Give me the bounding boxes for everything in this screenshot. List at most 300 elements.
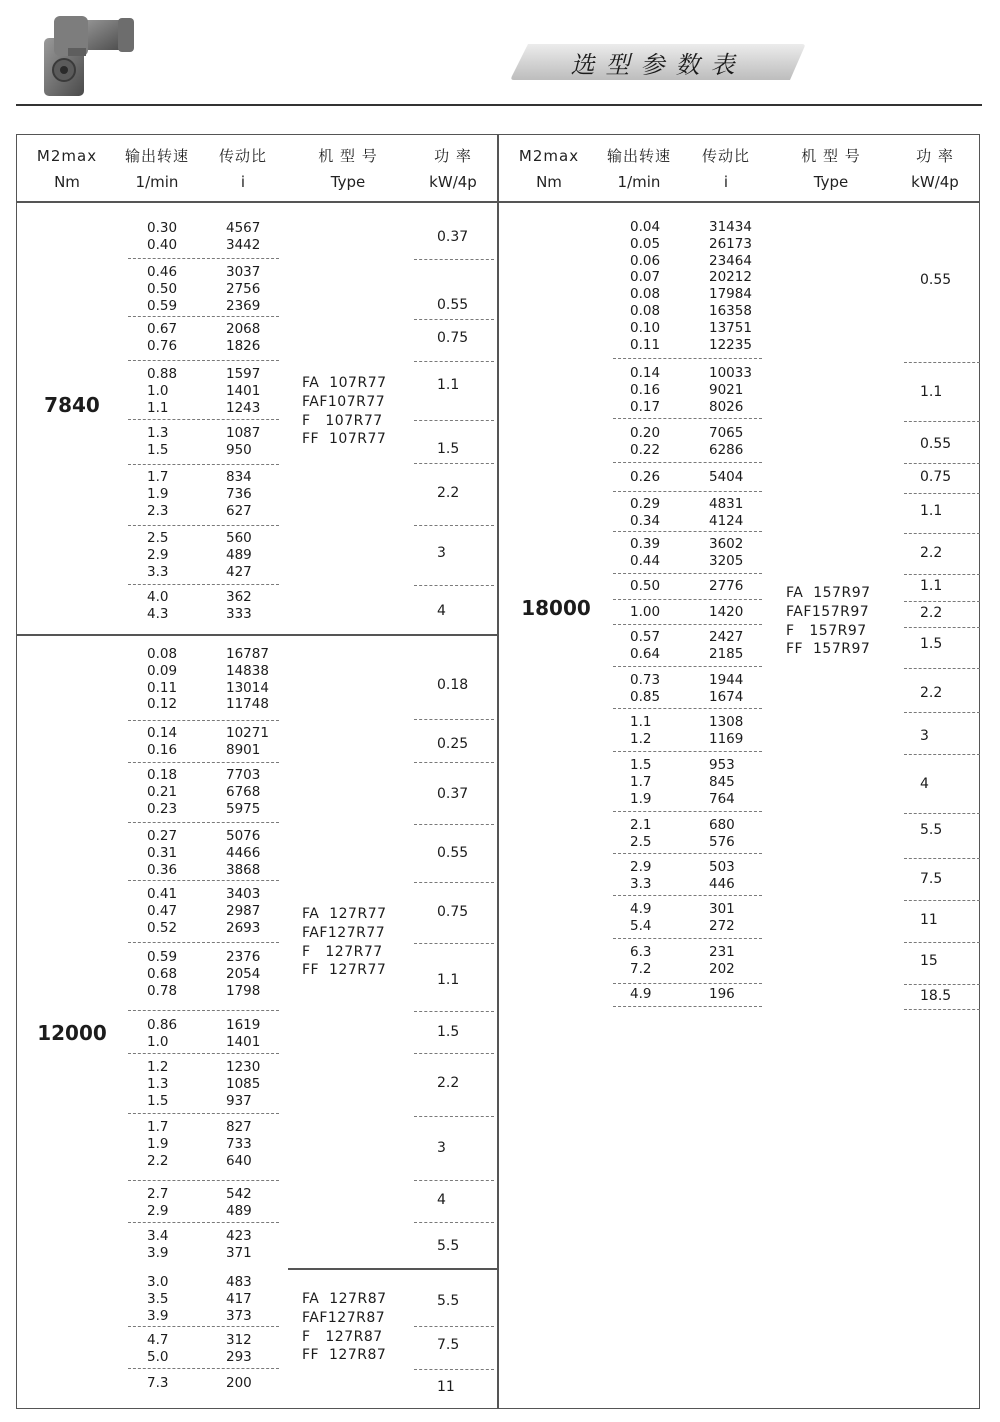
speed-value: 0.34 xyxy=(630,512,661,529)
power-separator xyxy=(414,1222,494,1223)
speed-value: 0.08 xyxy=(630,286,661,303)
speed-value: 0.09 xyxy=(147,662,178,679)
speed-value: 0.50 xyxy=(630,578,661,594)
ratio-value: 2756 xyxy=(226,280,261,297)
row-separator xyxy=(128,1326,279,1327)
row-separator xyxy=(128,880,279,881)
ratio-value: 489 xyxy=(226,1202,252,1219)
row-separator xyxy=(128,258,279,259)
ratio-value: 1674 xyxy=(709,688,744,705)
ratio-value: 196 xyxy=(709,986,735,1002)
row-separator xyxy=(613,895,762,896)
type-model: FA 157R97 xyxy=(786,585,871,601)
speed-value: 0.17 xyxy=(630,398,661,415)
power-separator xyxy=(904,574,980,575)
ratio-value: 736 xyxy=(226,485,252,502)
ratio-value: 827 xyxy=(226,1119,252,1135)
ratio-value: 1619 xyxy=(226,1017,261,1033)
row-separator xyxy=(128,584,279,585)
type-model: F 107R77 xyxy=(302,412,383,429)
speed-value: 0.59 xyxy=(147,297,178,314)
ratio-value: 4567 xyxy=(226,220,261,236)
speed-value: 0.50 xyxy=(147,280,178,297)
speed-value: 1.00 xyxy=(630,604,661,620)
row-separator xyxy=(128,1180,279,1181)
speed-value: 0.40 xyxy=(147,236,178,253)
power-separator xyxy=(904,627,980,628)
ratio-value: 1944 xyxy=(709,672,744,688)
ratio-value: 4124 xyxy=(709,512,744,529)
power-value: 0.55 xyxy=(437,845,469,861)
power-separator xyxy=(904,493,980,494)
header-divider xyxy=(16,201,980,203)
power-separator xyxy=(904,858,980,859)
ratio-value: 2987 xyxy=(226,902,261,919)
header-type-right: 机 型 号 Type xyxy=(801,147,861,191)
ratio-value: 576 xyxy=(709,833,735,850)
ratio-value: 542 xyxy=(226,1186,252,1202)
speed-value: 3.9 xyxy=(147,1307,169,1324)
power-value: 4 xyxy=(437,603,446,619)
type-model: FAF127R87 xyxy=(302,1309,386,1326)
type-model: F 127R87 xyxy=(302,1328,383,1345)
ratio-value: 16787 xyxy=(226,646,269,662)
ratio-value: 1826 xyxy=(226,337,261,354)
ratio-value: 10033 xyxy=(709,365,752,381)
type-model: FF 127R77 xyxy=(302,962,387,979)
speed-value: 3.0 xyxy=(147,1274,169,1290)
power-value: 0.75 xyxy=(437,330,469,346)
speed-value: 0.04 xyxy=(630,219,661,235)
power-value: 0.55 xyxy=(920,436,952,452)
ratio-value: 2376 xyxy=(226,949,261,965)
type-model: FA 107R77 xyxy=(302,375,387,391)
power-separator xyxy=(414,824,494,825)
speed-value: 1.9 xyxy=(147,1135,169,1152)
ratio-value: 9021 xyxy=(709,381,744,398)
speed-value: 0.85 xyxy=(630,688,661,705)
power-value: 1.1 xyxy=(920,384,943,400)
ratio-value: 1087 xyxy=(226,425,261,441)
ratio-value: 371 xyxy=(226,1244,252,1261)
ratio-value: 8026 xyxy=(709,398,744,415)
type-model: FA 127R87 xyxy=(302,1291,387,1307)
speed-value: 1.7 xyxy=(147,1119,169,1135)
speed-value: 5.0 xyxy=(147,1348,169,1365)
power-separator xyxy=(414,259,494,260)
ratio-value: 6286 xyxy=(709,441,744,458)
ratio-value: 2369 xyxy=(226,297,261,314)
power-value: 5.5 xyxy=(437,1293,460,1309)
speed-value: 0.14 xyxy=(147,725,178,741)
power-value: 0.75 xyxy=(920,469,952,485)
speed-value: 3.3 xyxy=(147,563,169,580)
speed-value: 0.26 xyxy=(630,469,661,485)
row-separator xyxy=(613,462,762,463)
power-separator xyxy=(414,420,494,421)
ratio-value: 1230 xyxy=(226,1059,261,1075)
header-power: 功 率 kW/4p xyxy=(429,147,477,191)
ratio-value: 200 xyxy=(226,1375,252,1391)
ratio-value: 13751 xyxy=(709,319,752,336)
header-ratio: 传动比 i xyxy=(218,147,267,191)
speed-value: 0.68 xyxy=(147,965,178,982)
power-value: 0.37 xyxy=(437,229,469,245)
speed-value: 0.41 xyxy=(147,886,178,902)
row-separator xyxy=(613,853,762,854)
speed-value: 1.5 xyxy=(630,757,652,773)
row-separator xyxy=(613,624,762,625)
ratio-value: 733 xyxy=(226,1135,252,1152)
row-separator xyxy=(613,938,762,939)
row-separator xyxy=(613,708,762,709)
ratio-value: 2427 xyxy=(709,629,744,645)
ratio-value: 293 xyxy=(226,1348,252,1365)
m2max-value: 12000 xyxy=(37,1021,107,1045)
power-separator xyxy=(414,1053,494,1054)
speed-value: 5.4 xyxy=(630,917,652,934)
ratio-value: 31434 xyxy=(709,219,752,235)
speed-value: 6.3 xyxy=(630,944,652,960)
speed-value: 1.5 xyxy=(147,441,169,458)
ratio-value: 1420 xyxy=(709,604,744,620)
ratio-value: 3037 xyxy=(226,264,261,280)
row-separator xyxy=(613,751,762,752)
speed-value: 0.16 xyxy=(147,741,178,758)
power-value: 1.1 xyxy=(920,503,943,519)
power-value: 0.25 xyxy=(437,736,469,752)
ratio-value: 3602 xyxy=(709,536,744,552)
speed-value: 0.11 xyxy=(147,679,178,696)
speed-value: 2.9 xyxy=(630,859,652,875)
speed-value: 0.27 xyxy=(147,828,178,844)
speed-value: 3.3 xyxy=(630,875,652,892)
power-value: 3 xyxy=(437,1140,446,1156)
ratio-value: 950 xyxy=(226,441,252,458)
ratio-value: 12235 xyxy=(709,336,752,353)
power-separator xyxy=(414,882,494,883)
ratio-value: 13014 xyxy=(226,679,269,696)
power-value: 5.5 xyxy=(437,1238,460,1254)
header-speed: 输出转速 1/min xyxy=(124,147,189,191)
power-value: 11 xyxy=(920,912,938,928)
speed-value: 0.08 xyxy=(630,303,661,319)
row-separator xyxy=(128,316,279,317)
ratio-value: 272 xyxy=(709,917,735,934)
ratio-value: 2776 xyxy=(709,578,744,594)
ratio-value: 2185 xyxy=(709,645,744,662)
speed-value: 1.0 xyxy=(147,382,169,399)
type-model: FAF107R77 xyxy=(302,393,386,410)
row-separator xyxy=(613,491,762,492)
speed-value: 2.3 xyxy=(147,502,169,519)
power-value: 4 xyxy=(437,1192,446,1208)
power-separator xyxy=(904,362,980,363)
power-value: 0.55 xyxy=(920,272,952,288)
header-speed-right: 输出转速 1/min xyxy=(606,147,671,191)
speed-value: 0.67 xyxy=(147,321,178,337)
power-value: 0.55 xyxy=(437,297,469,313)
speed-value: 1.3 xyxy=(147,1075,169,1092)
type-model: F 127R77 xyxy=(302,943,383,960)
speed-value: 3.4 xyxy=(147,1228,169,1244)
speed-value: 0.44 xyxy=(630,552,661,569)
power-separator xyxy=(414,319,494,320)
power-value: 7.5 xyxy=(437,1337,460,1353)
power-separator xyxy=(414,1116,494,1117)
header-rule xyxy=(16,104,982,106)
ratio-value: 1169 xyxy=(709,730,744,747)
ratio-value: 26173 xyxy=(709,235,752,252)
type-model: FF 157R97 xyxy=(786,641,871,658)
type-model: FAF157R97 xyxy=(786,603,870,620)
speed-value: 7.3 xyxy=(147,1375,169,1391)
power-value: 7.5 xyxy=(920,871,943,887)
row-separator xyxy=(613,573,762,574)
row-separator xyxy=(128,464,279,465)
power-separator xyxy=(414,1011,494,1012)
ratio-value: 5975 xyxy=(226,800,261,817)
ratio-value: 4831 xyxy=(709,496,744,512)
speed-value: 0.88 xyxy=(147,366,178,382)
gear-motor-icon xyxy=(38,8,138,98)
speed-value: 0.07 xyxy=(630,269,661,286)
ratio-value: 7703 xyxy=(226,767,261,783)
m2max-value: 18000 xyxy=(521,596,591,620)
ratio-value: 3403 xyxy=(226,886,261,902)
ratio-value: 3868 xyxy=(226,861,261,878)
ratio-value: 20212 xyxy=(709,269,752,286)
speed-value: 0.31 xyxy=(147,844,178,861)
ratio-value: 937 xyxy=(226,1092,252,1109)
ratio-value: 23464 xyxy=(709,252,752,269)
power-separator xyxy=(414,1180,494,1181)
speed-value: 0.06 xyxy=(630,252,661,269)
row-separator xyxy=(128,525,279,526)
power-value: 1.5 xyxy=(920,636,943,652)
ratio-value: 764 xyxy=(709,790,735,807)
speed-value: 0.22 xyxy=(630,441,661,458)
ratio-value: 202 xyxy=(709,960,735,977)
ratio-value: 17984 xyxy=(709,286,752,303)
power-separator xyxy=(904,712,980,713)
speed-value: 0.86 xyxy=(147,1017,178,1033)
speed-value: 0.47 xyxy=(147,902,178,919)
power-value: 18.5 xyxy=(920,988,952,1004)
power-separator xyxy=(414,762,494,763)
ratio-value: 560 xyxy=(226,530,252,546)
speed-value: 0.23 xyxy=(147,800,178,817)
ratio-value: 627 xyxy=(226,502,252,519)
ratio-value: 3442 xyxy=(226,236,261,253)
row-separator xyxy=(128,822,279,823)
speed-value: 1.3 xyxy=(147,425,169,441)
ratio-value: 2054 xyxy=(226,965,261,982)
ratio-value: 1243 xyxy=(226,399,261,416)
ratio-value: 7065 xyxy=(709,425,744,441)
speed-value: 0.08 xyxy=(147,646,178,662)
speed-value: 1.2 xyxy=(147,1059,169,1075)
ratio-value: 5404 xyxy=(709,469,744,485)
ratio-value: 1401 xyxy=(226,382,261,399)
row-separator xyxy=(613,811,762,812)
speed-value: 4.9 xyxy=(630,986,652,1002)
ratio-value: 834 xyxy=(226,469,252,485)
ratio-value: 231 xyxy=(709,944,735,960)
speed-value: 0.46 xyxy=(147,264,178,280)
ratio-value: 5076 xyxy=(226,828,261,844)
ratio-value: 14838 xyxy=(226,662,269,679)
power-separator xyxy=(904,533,980,534)
speed-value: 0.29 xyxy=(630,496,661,512)
row-separator xyxy=(128,942,279,943)
type-model: FF 127R87 xyxy=(302,1347,387,1364)
type-model: FA 127R77 xyxy=(302,906,387,922)
speed-value: 1.9 xyxy=(630,790,652,807)
power-value: 0.18 xyxy=(437,677,469,693)
power-value: 0.37 xyxy=(437,786,469,802)
row-separator xyxy=(128,1010,279,1011)
row-separator xyxy=(128,1053,279,1054)
power-value: 1.1 xyxy=(437,377,460,393)
row-separator xyxy=(128,360,279,361)
ratio-value: 423 xyxy=(226,1228,252,1244)
speed-value: 3.5 xyxy=(147,1290,169,1307)
speed-value: 1.2 xyxy=(630,730,652,747)
power-separator xyxy=(414,1326,494,1327)
row-separator xyxy=(128,1113,279,1114)
ratio-value: 417 xyxy=(226,1290,252,1307)
ratio-value: 362 xyxy=(226,589,252,605)
power-value: 1.1 xyxy=(920,578,943,594)
ratio-value: 1085 xyxy=(226,1075,261,1092)
header-m2max-right: M2max Nm xyxy=(518,147,580,191)
block-divider xyxy=(16,634,497,636)
page-title: 选型参数表 xyxy=(570,50,746,79)
power-value: 1.5 xyxy=(437,1024,460,1040)
ratio-value: 11748 xyxy=(226,696,269,713)
ratio-value: 1401 xyxy=(226,1033,261,1050)
speed-value: 0.30 xyxy=(147,220,178,236)
speed-value: 2.5 xyxy=(630,833,652,850)
row-separator xyxy=(613,358,762,359)
speed-value: 0.21 xyxy=(147,783,178,800)
speed-value: 2.9 xyxy=(147,546,169,563)
ratio-value: 8901 xyxy=(226,741,261,758)
speed-value: 0.36 xyxy=(147,861,178,878)
speed-value: 2.5 xyxy=(147,530,169,546)
speed-value: 1.9 xyxy=(147,485,169,502)
power-separator xyxy=(904,942,980,943)
speed-value: 0.12 xyxy=(147,696,178,713)
speed-value: 3.9 xyxy=(147,1244,169,1261)
ratio-value: 373 xyxy=(226,1307,252,1324)
speed-value: 4.0 xyxy=(147,589,169,605)
speed-value: 0.05 xyxy=(630,235,661,252)
row-separator xyxy=(613,531,762,532)
ratio-value: 680 xyxy=(709,817,735,833)
speed-value: 2.2 xyxy=(147,1152,169,1169)
type-model: FF 107R77 xyxy=(302,431,387,448)
ratio-value: 845 xyxy=(709,773,735,790)
row-separator xyxy=(128,762,279,763)
speed-value: 1.7 xyxy=(630,773,652,790)
speed-value: 0.39 xyxy=(630,536,661,552)
power-value: 5.5 xyxy=(920,822,943,838)
power-separator xyxy=(904,463,980,464)
power-value: 2.2 xyxy=(920,685,943,701)
type-model: FAF127R77 xyxy=(302,924,386,941)
power-separator xyxy=(414,525,494,526)
header-type: 机 型 号 Type xyxy=(318,147,378,191)
ratio-value: 6768 xyxy=(226,783,261,800)
power-value: 11 xyxy=(437,1379,455,1395)
power-separator xyxy=(414,719,494,720)
ratio-value: 1798 xyxy=(226,982,261,999)
speed-value: 4.9 xyxy=(630,901,652,917)
row-separator xyxy=(128,720,279,721)
row-separator xyxy=(613,418,762,419)
power-value: 1.5 xyxy=(437,441,460,457)
power-value: 2.2 xyxy=(920,545,943,561)
power-value: 1.1 xyxy=(437,972,460,988)
ratio-value: 16358 xyxy=(709,303,752,319)
ratio-value: 2693 xyxy=(226,919,261,936)
ratio-value: 1597 xyxy=(226,366,261,382)
header-ratio-right: 传动比 i xyxy=(701,147,750,191)
speed-value: 0.59 xyxy=(147,949,178,965)
speed-value: 0.52 xyxy=(147,919,178,936)
ratio-value: 427 xyxy=(226,563,252,580)
ratio-value: 312 xyxy=(226,1332,252,1348)
type-model: F 157R97 xyxy=(786,622,867,639)
speed-value: 2.7 xyxy=(147,1186,169,1202)
speed-value: 1.1 xyxy=(630,714,652,730)
power-separator xyxy=(414,361,494,362)
power-separator xyxy=(904,421,980,422)
row-separator xyxy=(613,983,762,984)
ratio-value: 953 xyxy=(709,757,735,773)
power-separator xyxy=(904,813,980,814)
speed-value: 1.5 xyxy=(147,1092,169,1109)
speed-value: 0.14 xyxy=(630,365,661,381)
speed-value: 0.76 xyxy=(147,337,178,354)
ratio-value: 2068 xyxy=(226,321,261,337)
speed-value: 4.3 xyxy=(147,605,169,622)
ratio-value: 3205 xyxy=(709,552,744,569)
power-value: 3 xyxy=(437,545,446,561)
power-value: 3 xyxy=(920,728,929,744)
header-m2max: M2max Nm xyxy=(36,147,98,191)
power-value: 2.2 xyxy=(437,1075,460,1091)
power-separator xyxy=(414,943,494,944)
ratio-value: 1308 xyxy=(709,714,744,730)
row-separator xyxy=(613,1006,762,1007)
ratio-value: 333 xyxy=(226,605,252,622)
ratio-value: 640 xyxy=(226,1152,252,1169)
power-separator xyxy=(904,1009,980,1010)
ratio-value: 483 xyxy=(226,1274,252,1290)
speed-value: 0.78 xyxy=(147,982,178,999)
row-separator xyxy=(128,1368,279,1369)
speed-value: 2.9 xyxy=(147,1202,169,1219)
speed-value: 0.11 xyxy=(630,336,661,353)
row-separator xyxy=(613,599,762,600)
row-separator xyxy=(128,419,279,420)
speed-value: 0.20 xyxy=(630,425,661,441)
speed-value: 0.73 xyxy=(630,672,661,688)
power-separator xyxy=(414,463,494,464)
